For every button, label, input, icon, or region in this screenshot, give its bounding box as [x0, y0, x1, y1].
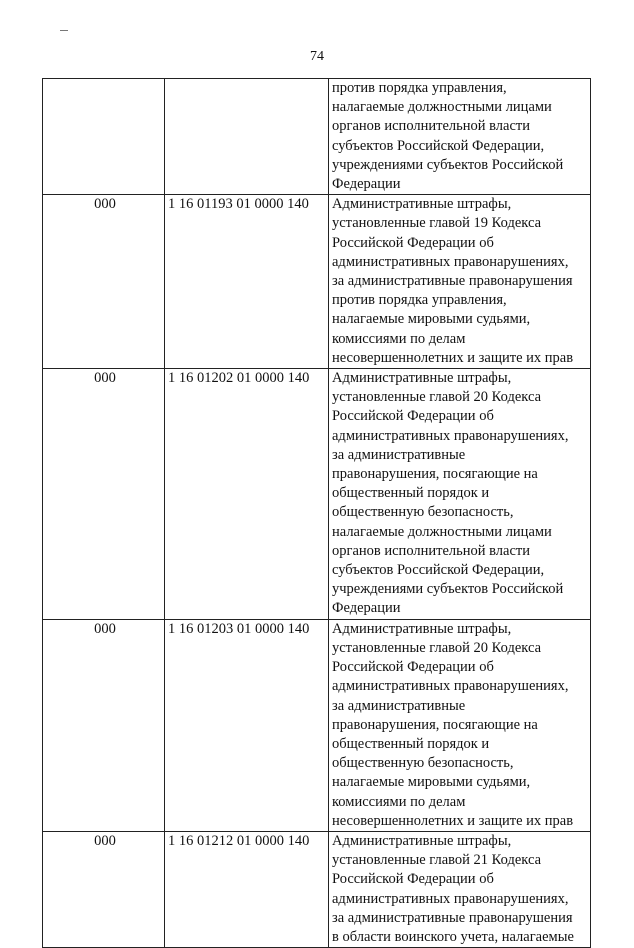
table-row: [43, 369, 591, 620]
description-line: Федерации: [332, 176, 401, 193]
description-line: общественную безопасность,: [332, 755, 514, 772]
description-line: Административные штрафы,: [332, 832, 512, 849]
budget-code-cell: [165, 79, 329, 195]
description-line: субъектов Российской Федерации,: [332, 562, 545, 579]
description-line: административных правонарушениях,: [332, 678, 569, 695]
description-line: за административные правонарушения: [332, 273, 573, 290]
description-line: органов исполнительной власти: [332, 118, 531, 135]
description-line: налагаемые должностными лицами: [332, 99, 552, 116]
description-cell: [329, 619, 591, 831]
description-line: установленные главой 20 Кодекса: [332, 639, 542, 656]
description-cell: [329, 195, 591, 369]
description-line: Административные штрафы,: [332, 370, 512, 387]
admin-code-cell: 000: [43, 831, 165, 947]
admin-code-cell: [43, 79, 165, 195]
page-number: 74: [310, 49, 324, 64]
description-line: несовершеннолетних и защите их прав: [332, 812, 574, 829]
description-line: правонарушения, посягающие на: [332, 466, 538, 483]
description-line: против порядка управления,: [332, 80, 507, 96]
budget-code-cell: 1 16 01212 01 0000 140: [165, 831, 329, 947]
description-cell: [329, 831, 591, 947]
description-line: административных правонарушениях,: [332, 253, 569, 270]
description-line: налагаемые мировыми судьями,: [332, 311, 531, 328]
budget-code-cell: 1 16 01202 01 0000 140: [165, 369, 329, 620]
table-row: [43, 195, 591, 369]
description-line: общественный порядок и: [332, 735, 490, 752]
admin-code-cell: 000: [43, 195, 165, 369]
budget-classification-table: [42, 78, 591, 948]
description-line: учреждениями субъектов Российской: [332, 156, 564, 173]
description-line: за административные: [332, 446, 466, 463]
description-line: субъектов Российской Федерации,: [332, 137, 545, 154]
admin-code-cell: 000: [43, 369, 165, 620]
description-line: Российской Федерации об: [332, 871, 494, 888]
budget-code-cell: 1 16 01203 01 0000 140: [165, 619, 329, 831]
description-line: Российской Федерации об: [332, 234, 494, 251]
description-line: общественный порядок и: [332, 485, 490, 502]
admin-code-cell: 000: [43, 619, 165, 831]
description-line: Административные штрафы,: [332, 196, 512, 213]
description-line: комиссиями по делам: [332, 793, 466, 810]
table-row: [43, 79, 591, 195]
table-row: [43, 619, 591, 831]
description-line: органов исполнительной власти: [332, 542, 531, 559]
scan-mark: [60, 30, 68, 31]
description-line: установленные главой 19 Кодекса: [332, 215, 542, 232]
description-line: Российской Федерации об: [332, 408, 494, 425]
description-line: за административные правонарушения: [332, 909, 573, 926]
table-row: [43, 831, 591, 947]
description-line: налагаемые должностными лицами: [332, 523, 552, 540]
description-line: комиссиями по делам: [332, 330, 466, 347]
budget-code-cell: 1 16 01193 01 0000 140: [165, 195, 329, 369]
description-cell: [329, 369, 591, 620]
description-line: правонарушения, посягающие на: [332, 716, 538, 733]
description-line: Российской Федерации об: [332, 659, 494, 676]
description-line: Федерации: [332, 600, 401, 617]
description-line: налагаемые мировыми судьями,: [332, 774, 531, 791]
description-line: несовершеннолетних и защите их прав: [332, 349, 574, 366]
description-line: установленные главой 20 Кодекса: [332, 389, 542, 406]
description-line: общественную безопасность,: [332, 504, 514, 521]
description-line: за административные: [332, 697, 466, 714]
description-line: Административные штрафы,: [332, 620, 512, 637]
description-line: административных правонарушениях,: [332, 890, 569, 907]
description-cell: [329, 79, 591, 195]
description-line: административных правонарушениях,: [332, 427, 569, 444]
description-line: установленные главой 21 Кодекса: [332, 852, 542, 869]
description-line: в области воинского учета, налагаемые: [332, 928, 574, 945]
description-line: учреждениями субъектов Российской: [332, 581, 564, 598]
description-line: против порядка управления,: [332, 292, 507, 309]
